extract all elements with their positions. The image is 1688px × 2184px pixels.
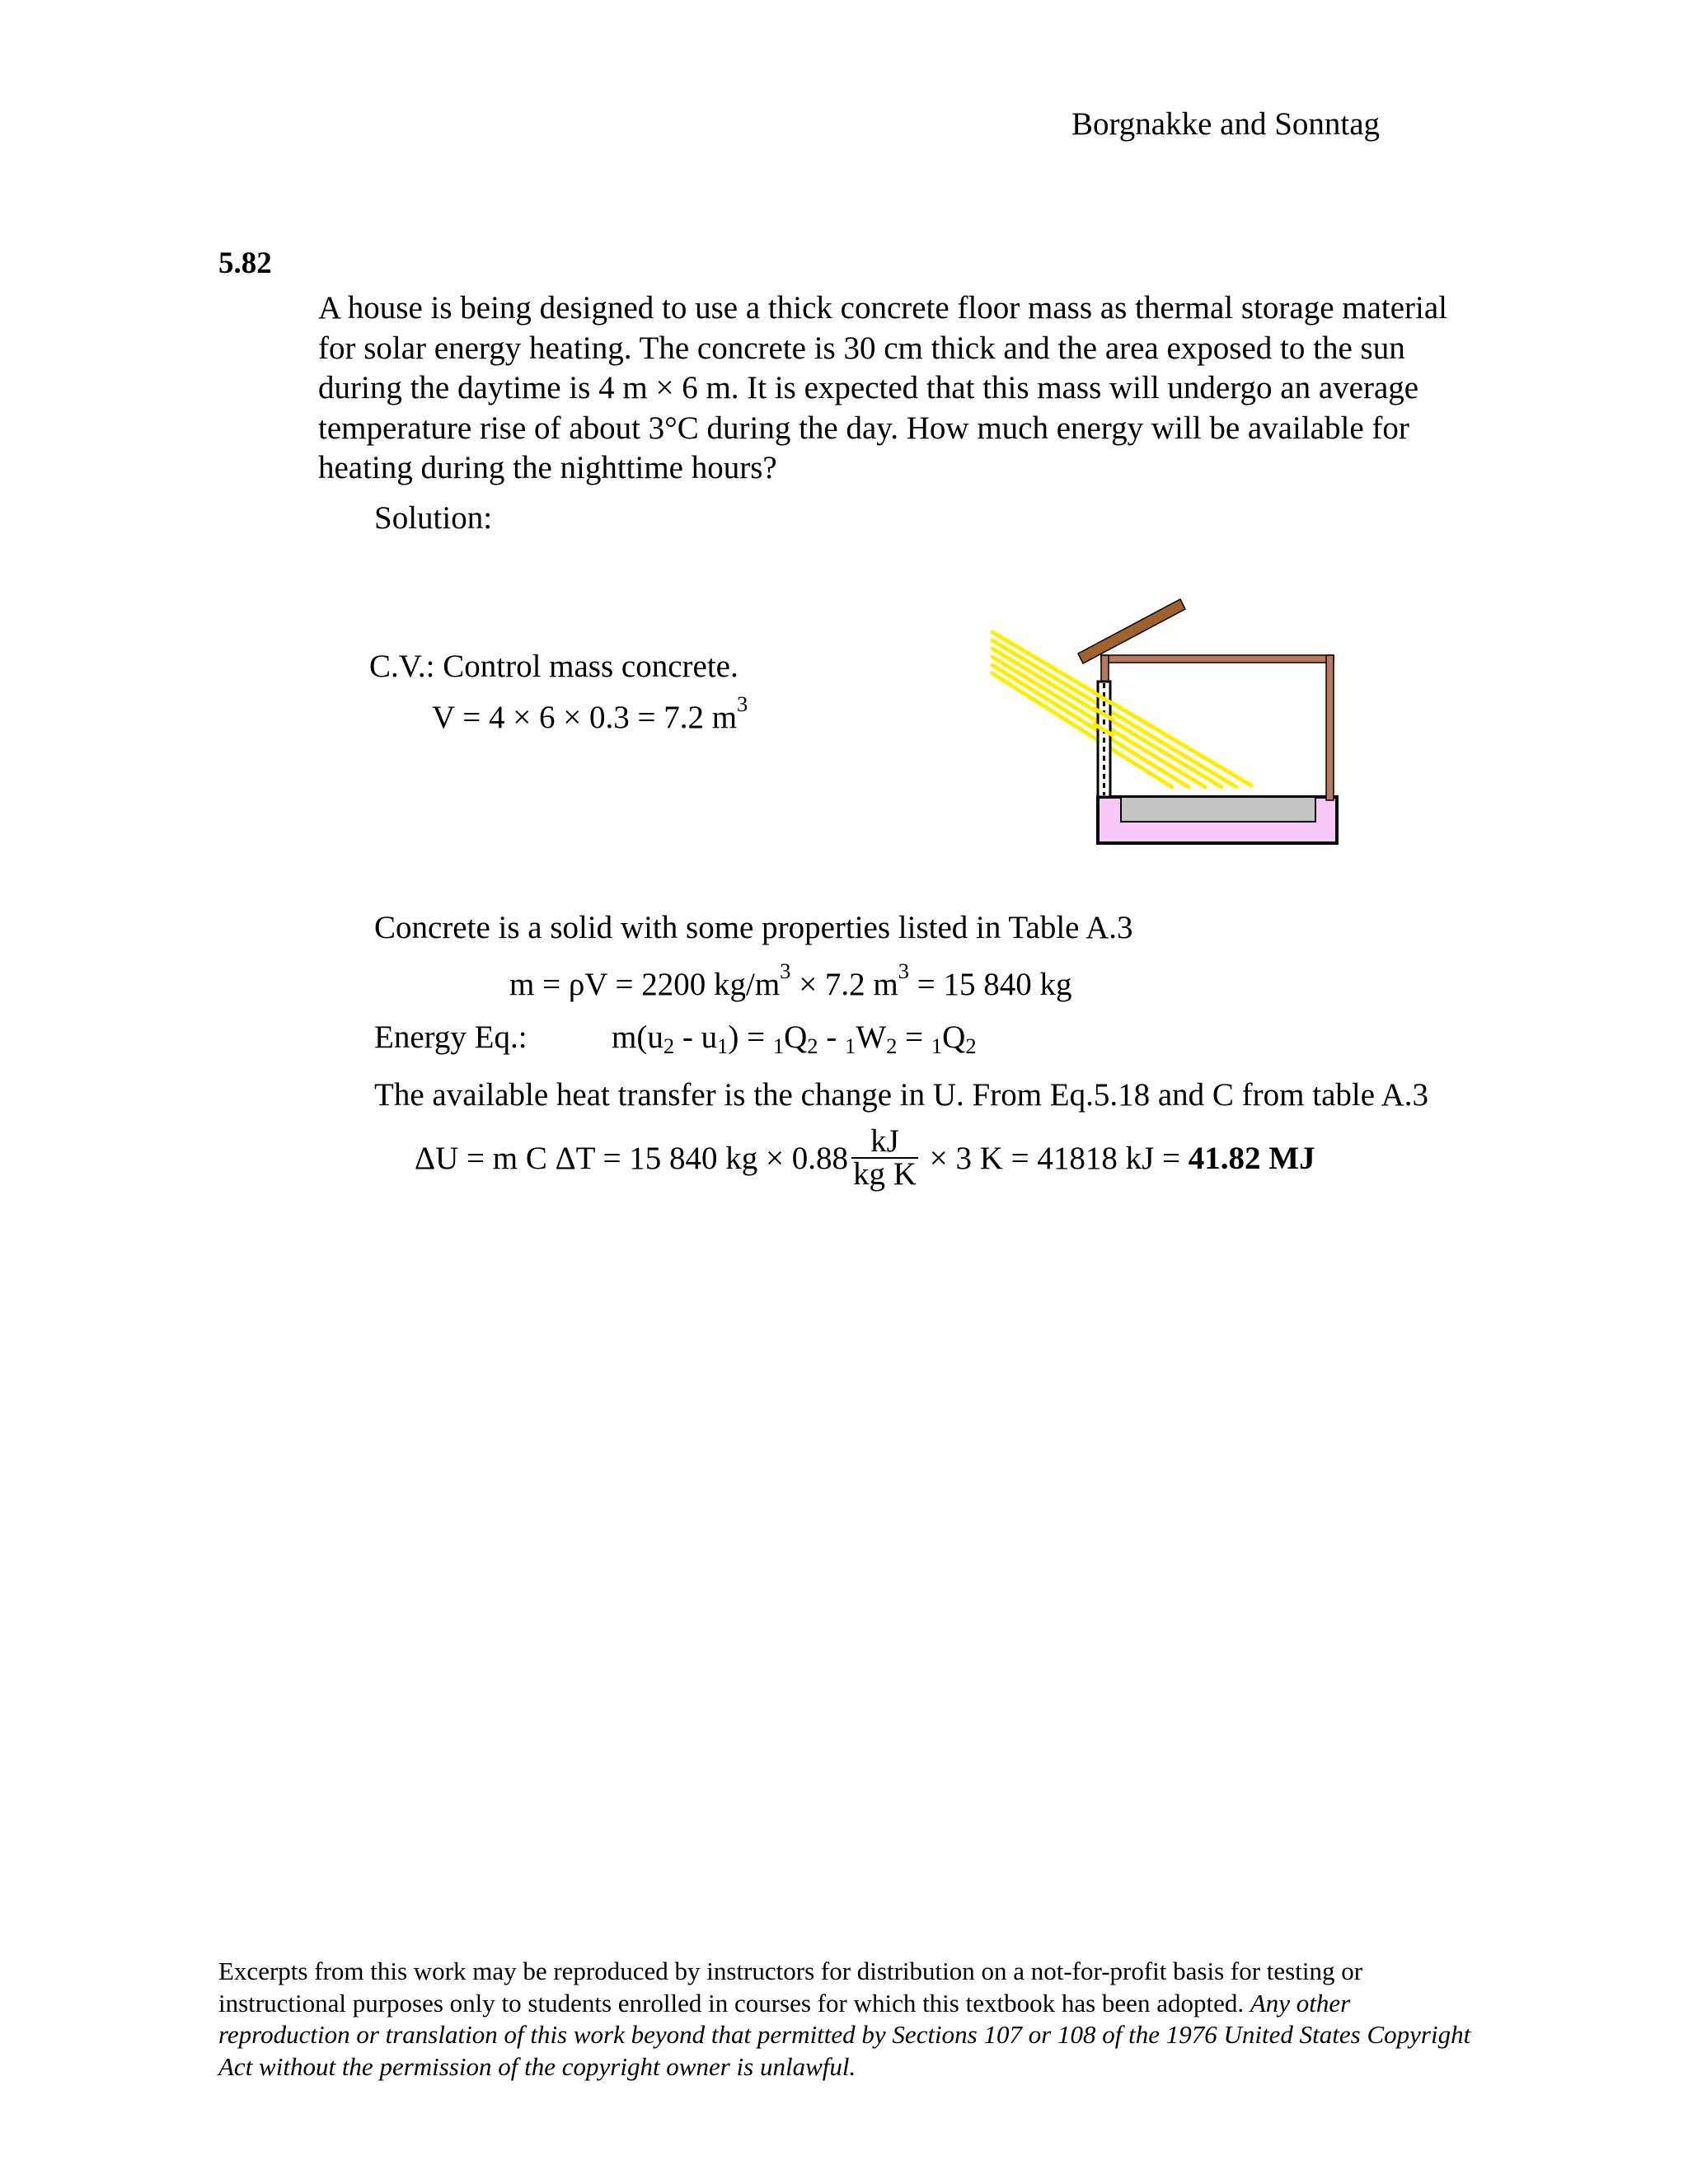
concrete-slab	[1121, 797, 1315, 822]
heat-transfer-note: The available heat transfer is the change in U. From Eq.5.18 and C from table A.3	[374, 1077, 1429, 1113]
mass-eq-sup2: 3	[898, 958, 910, 984]
delta-u-equation	[415, 1123, 1315, 1193]
delta-u-lhs: ΔU = m C ΔT = 15 840 kg × 0.88	[415, 1140, 849, 1176]
properties-note: Concrete is a solid with some properties listed in Table A.3	[374, 910, 1133, 945]
energy-eq-m: m(u	[612, 1019, 663, 1055]
house-wall-top	[1101, 655, 1334, 663]
mass-eq-sup1: 3	[780, 958, 791, 984]
copyright-footer	[218, 1956, 1471, 2083]
mass-eq-part2: × 7.2 m	[790, 967, 898, 1002]
volume-equation	[432, 691, 748, 736]
roof-overhang	[1078, 599, 1185, 663]
energy-eq-w: W	[856, 1019, 887, 1055]
solar-house-diagram	[989, 589, 1360, 853]
energy-eq-minus: -	[818, 1019, 846, 1055]
footer-normal-text: Excerpts from this work may be reproduced by instructors for distribution on a not-for-profit basis for testing or instructional purposes only to students enrolled in courses for which this textbook has been adopted.	[218, 1957, 1363, 2018]
energy-eq-equals: ) =	[728, 1019, 773, 1055]
energy-eq-minus-u: - u	[674, 1019, 718, 1055]
energy-eq-sub: 2	[965, 1033, 977, 1059]
delta-u-rhs: × 3 K = 41818 kJ =	[921, 1140, 1189, 1176]
solution-label: Solution:	[374, 500, 493, 536]
energy-eq-q: Q	[942, 1019, 966, 1055]
mass-eq-part1: m = ρV = 2200 kg/m	[509, 967, 781, 1002]
energy-eq-sub: 1	[717, 1033, 729, 1059]
energy-eq-sub: 1	[931, 1033, 943, 1059]
final-result: 41.82 MJ	[1188, 1140, 1315, 1176]
sun-ray	[992, 665, 1189, 787]
energy-eq-sub: 2	[663, 1033, 675, 1059]
energy-eq-q: Q	[784, 1019, 808, 1055]
volume-exponent: 3	[737, 691, 748, 717]
energy-eq-sub: 1	[845, 1033, 856, 1059]
page-header-authors: Borgnakke and Sonntag	[1071, 106, 1381, 142]
problem-number: 5.82	[218, 246, 272, 280]
mass-eq-part3: = 15 840 kg	[909, 967, 1072, 1002]
footer-italic-text: Any other reproduction or translation of this work beyond that permitted by Sections 107 or 108 of the 1976 United States Copyright Act without the permission of the copyright owner is unlawful.	[218, 1988, 1471, 2081]
mass-equation	[509, 958, 1072, 1003]
control-volume-label: C.V.: Control mass concrete.	[369, 649, 738, 684]
fraction-numerator: kJ	[851, 1126, 918, 1159]
volume-equation-text: V = 4 × 6 × 0.3 = 7.2 m	[432, 700, 738, 735]
energy-eq-equals: =	[897, 1019, 931, 1055]
house-wall-right	[1326, 655, 1334, 800]
energy-eq-sub: 2	[886, 1033, 898, 1059]
problem-statement: A house is being designed to use a thick concrete floor mass as thermal storage material for solar energy heating. The concrete is 30 cm thick and the area exposed to the sun during the daytime is 4 m × 6 m. It is expected that this mass will undergo an average temperature rise of about 3°C during the day. How much energy will be available for heating during the nighttime hours?	[318, 290, 1448, 485]
energy-eq-sub: 2	[807, 1033, 818, 1059]
unit-fraction	[851, 1123, 918, 1192]
energy-equation	[612, 1019, 977, 1059]
fraction-denominator: kg K	[853, 1156, 917, 1192]
energy-eq-label: Energy Eq.:	[374, 1019, 528, 1055]
energy-eq-sub: 1	[772, 1033, 785, 1059]
